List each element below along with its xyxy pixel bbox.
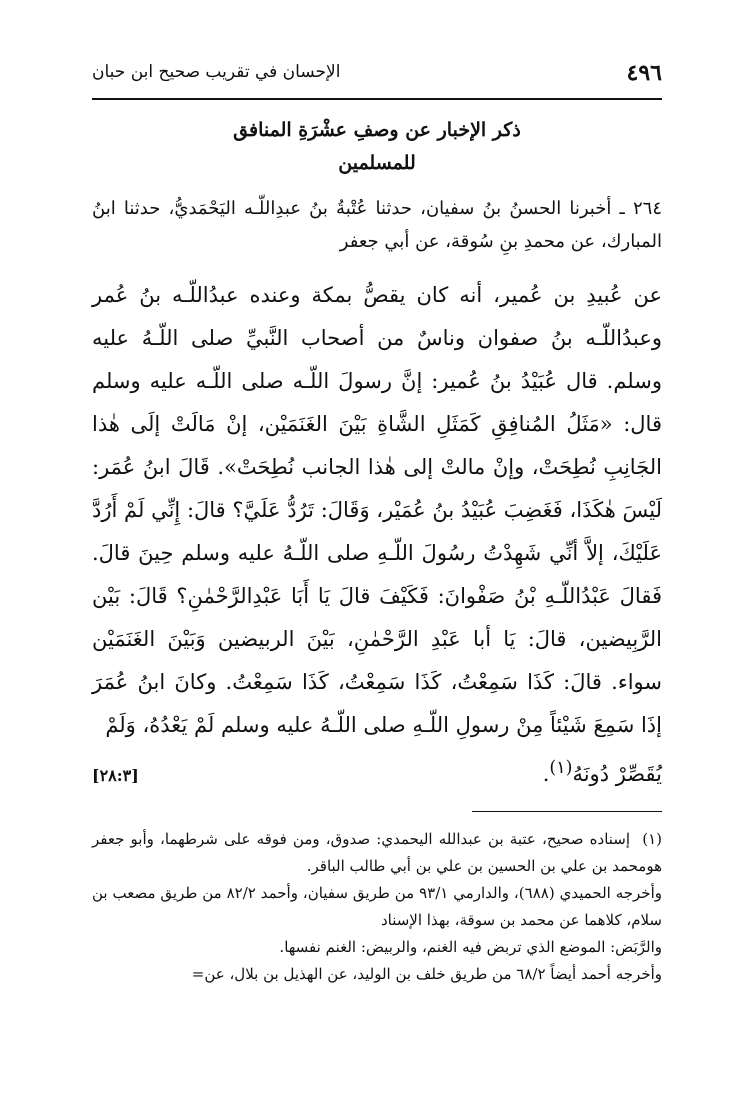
footnote-1 [92, 826, 662, 880]
footnote-separator [472, 811, 662, 812]
chapter-title-line-2: للمسلمين [338, 152, 416, 174]
footnote-text-3: والرَّبَض: الموضع الذي تربض فيه الغنم، والربيض: الغنم نفسها. [279, 938, 662, 956]
footnote-reference: (١) [549, 758, 573, 778]
footnotes [92, 826, 662, 988]
chapter-title-line-1: ذكر الإخبار عن وصفِ عشْرَةِ المنافق [233, 119, 521, 141]
hadith-body: عن عُبيدِ بن عُمير، أنه كان يقصُّ بمكة وعنده عبدُاللّـه بنُ عُمر وعبدُاللّـه بنُ صفوان وناسٌ من أصحاب النَّبيِّ صلى اللّـهُ عليه وسلم. قال عُبَيْدُ بنُ عُمير: إنَّ رسولَ اللّـه صلى اللّـه عليه وسلم قال: «مَثَلُ المُنافِقِ كَمَثَلِ الشَّاةِ بَيْنَ الغَنَمَيْن، إنْ مَالَتْ إلَى هٰذا الجَانِبِ نُطِحَتْ، وإنْ مالتْ إلى هٰذا الجانب نُطِحَتْ». قَالَ ابنُ عُمَر: لَيْسَ هٰكَذَا، فَغَضِبَ عُبَيْدُ بنُ عُمَيْر، وَقَالَ: تَرُدُّ عَلَيَّ؟ قالَ: إِنِّي لَمْ أَرُدَّ عَلَيْكَ، إلاَّ أنِّي شَهِدْتُ رسُولَ اللّـهِ صلى اللّـهُ عليه وسلم حِينَ قالَ. فَقالَ عَبْدُاللّـهِ بْنُ صَفْوانَ: فَكَيْفَ قالَ يَا أَبَا عَبْدِالرَّحْمٰنِ؟ قَالَ: بَيْن الرَّبِيضين، قالَ: يَا أبا عَبْدِ الرَّحْمٰنِ، بَيْنَ الربيضين وَبَيْنَ الغَنَمَيْن سواء. قالَ: كَذَا سَمِعْتُ، كَذَا سَمِعْتُ، كَذَا سَمِعْتُ. وكانَ ابنُ عُمَرَ إذَا سَمِعَ شَيْئاً مِنْ رسولِ اللّـهِ صلى اللّـهُ عليه وسلم لَمْ يَعْدُهُ، وَلَمْ [92, 283, 662, 737]
hadith-body-end: يُقَصِّرْ دُونَهُ [572, 762, 662, 786]
hadith-isnad [92, 192, 662, 258]
hadith-text [92, 274, 662, 797]
footnote-text-4: وأخرجه أحمد أيضاً ٦٨/٢ من طريق خلف بن الوليد، عن الهذيل بن بلال، عن= [191, 965, 662, 983]
hadith-text-end: يُقَصِّرْ دُونَهُ$^{(١)}$. [٢٨:٣] [92, 747, 662, 797]
book-page [92, 58, 662, 988]
page-header [92, 58, 662, 100]
running-title: الإحسان في تقريب صحيح ابن حبان [92, 62, 341, 82]
hadith-number: ٢٦٤ ـ [619, 198, 662, 219]
hadith-grading: [٢٨:٣] [92, 766, 139, 785]
hadith-chain: أخبرنا الحسنُ بنُ سفيان، حدثنا عُتْبةُ بنُ عبدِاللّـه اليَحْمَديُّ، حدثنا ابنُ المبارك، عن محمدِ بنِ سُوقة، عن أبي جعفر [92, 198, 662, 252]
page-number: ٤٩٦ [626, 60, 662, 86]
footnote-marker: (١) [642, 830, 662, 848]
footnote-text-1: إسناده صحيح، عتبة بن عبدالله اليحمدي: صدوق، ومن فوقه على شرطهما، وأبو جعفر هومحمد بن علي بن الحسين بن علي بن أبي طالب الباقر. [92, 830, 662, 875]
footnote-text-2: وأخرجه الحميدي (٦٨٨)، والدارمي ٩٣/١ من طريق سفيان، وأحمد ٨٢/٢ من طريق مصعب بن سلام، كلاهما عن محمد بن سوقة، بهذا الإسناد [92, 884, 662, 929]
chapter-title [92, 114, 662, 180]
